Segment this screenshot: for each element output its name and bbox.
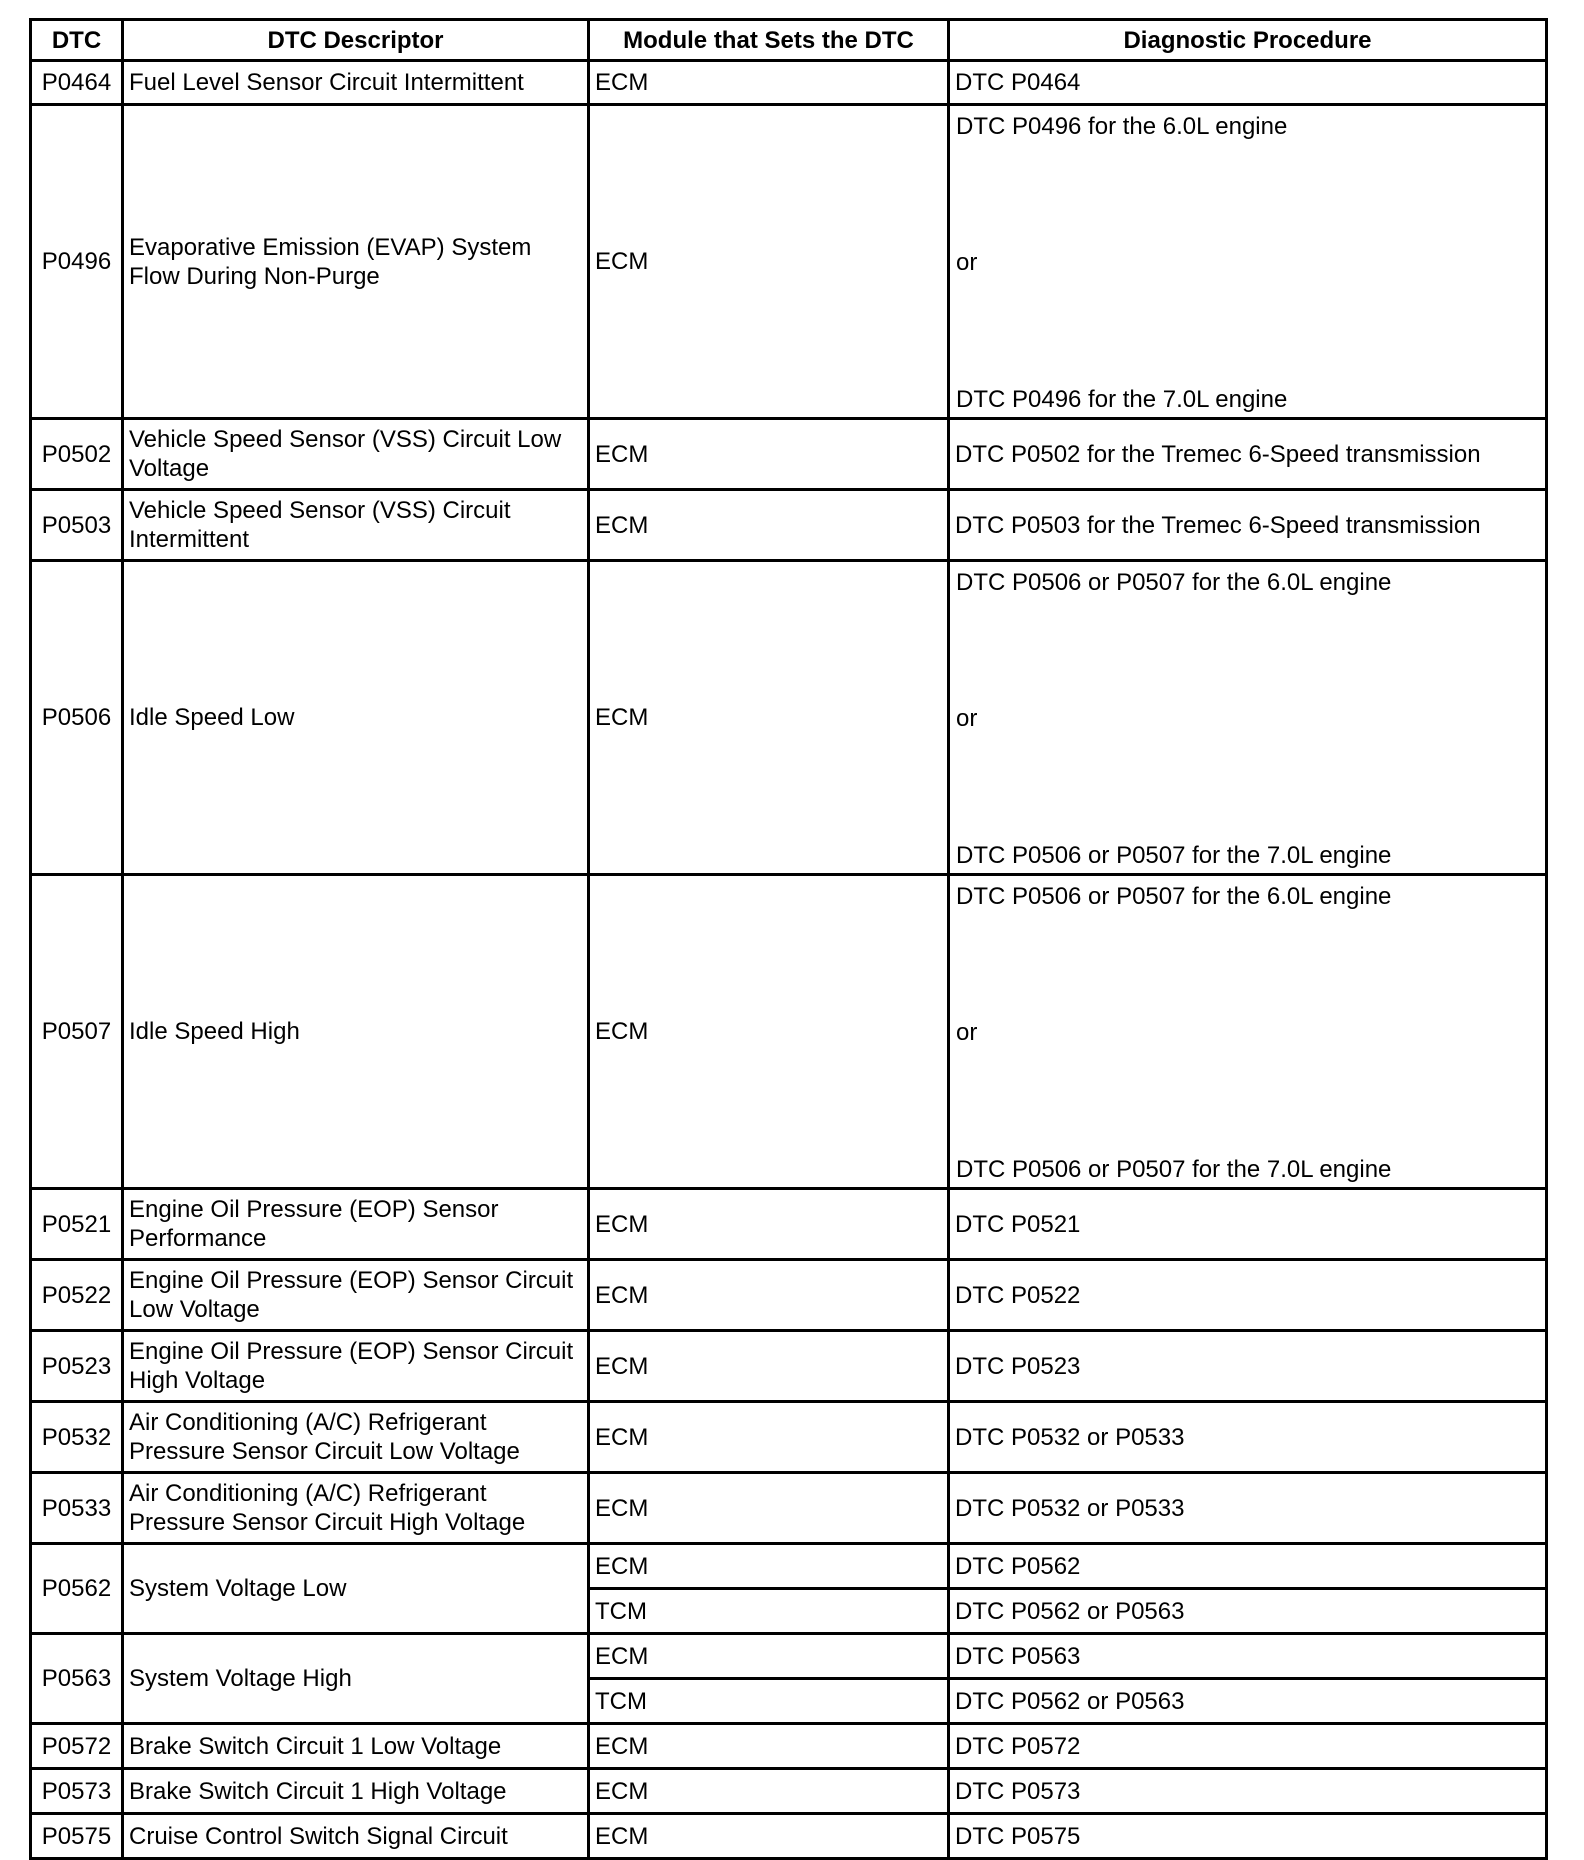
dtc-procedure — [949, 105, 1547, 419]
dtc-descriptor: Vehicle Speed Sensor (VSS) Circuit Intermittent — [123, 490, 589, 561]
dtc-module: ECM — [589, 1331, 949, 1402]
dtc-code: P0572 — [31, 1724, 123, 1769]
procedure-line: DTC P0506 or P0507 for the 6.0L engine — [956, 882, 1392, 910]
dtc-code: P0575 — [31, 1814, 123, 1859]
dtc-module: ECM — [589, 1769, 949, 1814]
procedure-line: DTC P0506 or P0507 for the 6.0L engine — [956, 568, 1392, 596]
table-row — [31, 1260, 1547, 1331]
procedure-line: or — [956, 705, 978, 732]
table-row — [31, 1634, 1547, 1679]
dtc-descriptor: Engine Oil Pressure (EOP) Sensor Circuit High Voltage — [123, 1331, 589, 1402]
dtc-module: ECM — [589, 1260, 949, 1331]
dtc-procedure — [949, 561, 1547, 875]
dtc-code: P0502 — [31, 419, 123, 490]
table-row — [31, 419, 1547, 490]
dtc-descriptor: Fuel Level Sensor Circuit Intermittent — [123, 61, 589, 105]
dtc-descriptor: Evaporative Emission (EVAP) System Flow During Non-Purge — [123, 105, 589, 419]
dtc-module: ECM — [589, 1634, 949, 1679]
dtc-module: ECM — [589, 490, 949, 561]
dtc-code: P0496 — [31, 105, 123, 419]
procedure-line: or — [956, 1019, 978, 1046]
dtc-module: ECM — [589, 561, 949, 875]
table-row — [31, 1769, 1547, 1814]
dtc-descriptor: Engine Oil Pressure (EOP) Sensor Performance — [123, 1189, 589, 1260]
dtc-procedure: DTC P0502 for the Tremec 6-Speed transmission — [949, 419, 1547, 490]
dtc-module: TCM — [589, 1589, 949, 1634]
dtc-module: ECM — [589, 419, 949, 490]
dtc-procedure: DTC P0464 — [949, 61, 1547, 105]
dtc-descriptor: Cruise Control Switch Signal Circuit — [123, 1814, 589, 1859]
procedure-line: DTC P0496 for the 7.0L engine — [956, 385, 1288, 413]
dtc-code: P0563 — [31, 1634, 123, 1724]
table-row — [31, 61, 1547, 105]
dtc-procedure: DTC P0573 — [949, 1769, 1547, 1814]
dtc-procedure: DTC P0563 — [949, 1634, 1547, 1679]
dtc-procedure: DTC P0562 — [949, 1544, 1547, 1589]
dtc-descriptor: Idle Speed High — [123, 875, 589, 1189]
dtc-descriptor: Engine Oil Pressure (EOP) Sensor Circuit Low Voltage — [123, 1260, 589, 1331]
dtc-code: P0464 — [31, 61, 123, 105]
dtc-code: P0507 — [31, 875, 123, 1189]
table-row — [31, 105, 1547, 419]
table-row — [31, 1402, 1547, 1473]
dtc-code: P0503 — [31, 490, 123, 561]
dtc-procedure: DTC P0575 — [949, 1814, 1547, 1859]
table-row — [31, 1331, 1547, 1402]
dtc-procedure: DTC P0521 — [949, 1189, 1547, 1260]
dtc-procedure: DTC P0562 or P0563 — [949, 1589, 1547, 1634]
dtc-module: ECM — [589, 875, 949, 1189]
dtc-code: P0522 — [31, 1260, 123, 1331]
table-row — [31, 1814, 1547, 1859]
dtc-code: P0532 — [31, 1402, 123, 1473]
dtc-procedure — [949, 875, 1547, 1189]
dtc-descriptor: Air Conditioning (A/C) Refrigerant Pressure Sensor Circuit Low Voltage — [123, 1402, 589, 1473]
dtc-code: P0562 — [31, 1544, 123, 1634]
table-row — [31, 1189, 1547, 1260]
dtc-table — [29, 18, 1548, 1860]
dtc-code: P0573 — [31, 1769, 123, 1814]
dtc-descriptor: Brake Switch Circuit 1 High Voltage — [123, 1769, 589, 1814]
dtc-code: P0523 — [31, 1331, 123, 1402]
dtc-module: ECM — [589, 1814, 949, 1859]
dtc-procedure: DTC P0572 — [949, 1724, 1547, 1769]
dtc-code: P0521 — [31, 1189, 123, 1260]
dtc-descriptor: Air Conditioning (A/C) Refrigerant Pressure Sensor Circuit High Voltage — [123, 1473, 589, 1544]
dtc-code: P0506 — [31, 561, 123, 875]
dtc-descriptor: Brake Switch Circuit 1 Low Voltage — [123, 1724, 589, 1769]
procedure-line: DTC P0506 or P0507 for the 7.0L engine — [956, 1155, 1392, 1183]
table-row — [31, 875, 1547, 1189]
dtc-descriptor: System Voltage Low — [123, 1544, 589, 1634]
dtc-module: TCM — [589, 1679, 949, 1724]
dtc-procedure: DTC P0532 or P0533 — [949, 1402, 1547, 1473]
dtc-module: ECM — [589, 105, 949, 419]
dtc-descriptor: System Voltage High — [123, 1634, 589, 1724]
dtc-module: ECM — [589, 61, 949, 105]
dtc-procedure: DTC P0522 — [949, 1260, 1547, 1331]
header-row — [31, 20, 1547, 61]
header-procedure: Diagnostic Procedure — [949, 20, 1547, 61]
header-dtc: DTC — [31, 20, 123, 61]
table-row — [31, 1544, 1547, 1589]
table-row — [31, 1724, 1547, 1769]
dtc-descriptor: Vehicle Speed Sensor (VSS) Circuit Low Voltage — [123, 419, 589, 490]
header-descriptor: DTC Descriptor — [123, 20, 589, 61]
table-row — [31, 561, 1547, 875]
dtc-code: P0533 — [31, 1473, 123, 1544]
dtc-procedure: DTC P0562 or P0563 — [949, 1679, 1547, 1724]
dtc-descriptor: Idle Speed Low — [123, 561, 589, 875]
dtc-module: ECM — [589, 1402, 949, 1473]
procedure-line: DTC P0506 or P0507 for the 7.0L engine — [956, 841, 1392, 869]
dtc-module: ECM — [589, 1473, 949, 1544]
table-row — [31, 1473, 1547, 1544]
dtc-module: ECM — [589, 1189, 949, 1260]
procedure-line: DTC P0496 for the 6.0L engine — [956, 112, 1288, 140]
header-module: Module that Sets the DTC — [589, 20, 949, 61]
procedure-line: or — [956, 249, 978, 276]
dtc-module: ECM — [589, 1724, 949, 1769]
dtc-procedure: DTC P0532 or P0533 — [949, 1473, 1547, 1544]
dtc-module: ECM — [589, 1544, 949, 1589]
table-row — [31, 490, 1547, 561]
dtc-procedure: DTC P0523 — [949, 1331, 1547, 1402]
dtc-procedure: DTC P0503 for the Tremec 6-Speed transmission — [949, 490, 1547, 561]
